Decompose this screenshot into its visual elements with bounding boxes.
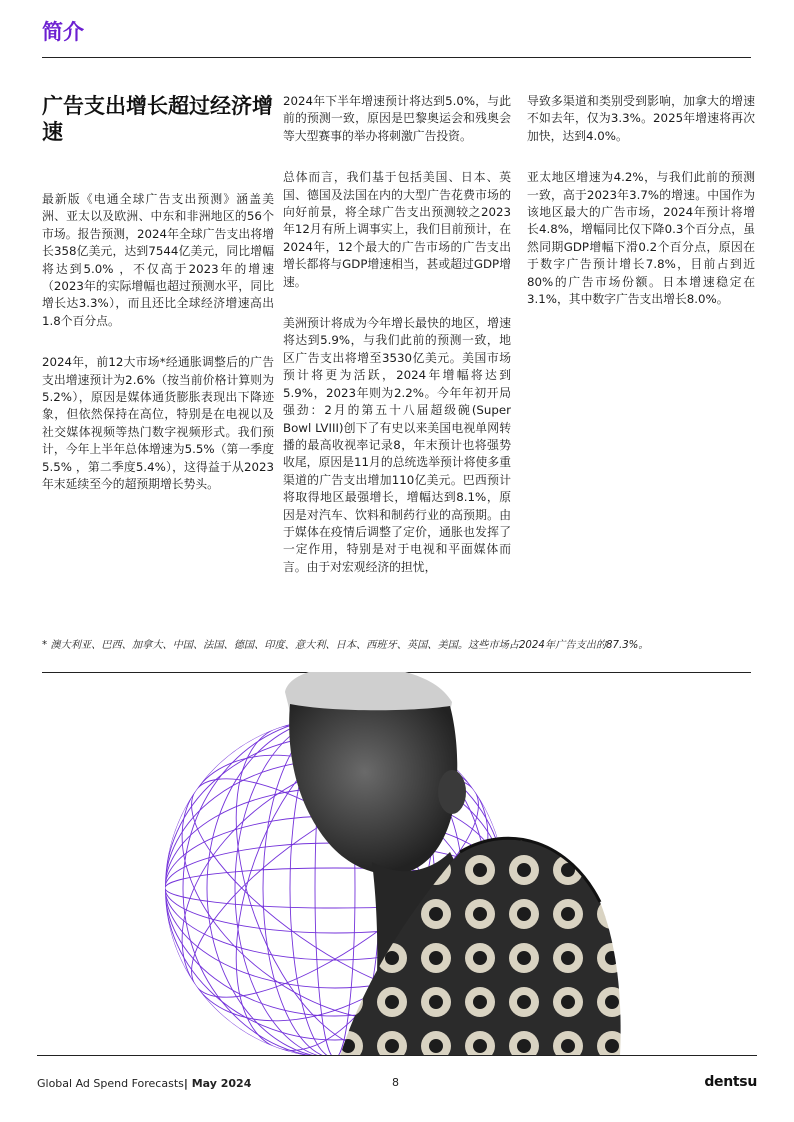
header-divider — [42, 57, 751, 58]
paragraph: 2024年，前12大市场*经通胀调整后的广告支出增速预计为2.6%（按当前价格计算则为5.2%），原因是媒体通货膨胀表现出下降迹象，但依然保持在高位，特别是在电视以及社交媒体视频等热门数字视频形式。我们预计，今年上半年总体增速为5.5%（第一季度5.5% ，第二季度5.4%），这得益于从2023年末延续至今的超预期增长势头。 — [42, 355, 274, 492]
footer-publication — [37, 1077, 251, 1090]
page-number: 8 — [392, 1076, 399, 1089]
paragraph: 美洲预计将成为今年增长最快的地区，增速将达到5.9%，与我们此前的预测一致，地区广告支出将增至3530亿美元。美国市场预计将更为活跃，2024年增幅将达到5.9%，2023年则为2.2%。今年年初开局强劲：2月的第五十八届超级碗(Super Bowl LVIII)创下了有史以来美国电视单网转播的最高收视率记录8，年末预计也将强势收尾，原因是11月的总统选举预计将使多重渠道的广告支出增加110亿美元。巴西预计将取得地区最强增长，增幅达到8.1%，原因是对汽车、饮料和制药行业的高预期。由于媒体在疫情后调整了定价，通胀也发挥了一定作用，特别是对于电视和平面媒体而言。由于对宏观经济的担忧， — [283, 316, 511, 574]
footnote: * 澳大利亚、巴西、加拿大、中国、法国、德国、印度、意大利、日本、西班牙、英国、美国。这些市场占2024年广告支出的87.3%。 — [42, 640, 649, 651]
paragraph: 2024年下半年增速预计将达到5.0%，与此前的预测一致，原因是巴黎奥运会和残奥会等大型赛事的举办将刺激广告投资。 — [283, 94, 511, 143]
paragraph: 导致多渠道和类别受到影响，加拿大的增速不如去年，仅为3.3%。2025年增速将再次加快，达到4.0%。 — [527, 94, 755, 143]
section-title: 简介 — [42, 20, 84, 44]
publication-date: | May 2024 — [183, 1077, 252, 1090]
person-photo — [285, 672, 621, 1056]
article-column-2 — [283, 93, 511, 576]
article-column-3 — [527, 93, 755, 308]
article-column-1 — [42, 93, 274, 494]
footer-divider — [37, 1055, 757, 1056]
paragraph: 最新版《电通全球广告支出预测》涵盖美洲、亚太以及欧洲、中东和非洲地区的56个市场。报告预测，2024年全球广告支出将增长358亿美元，达到7544亿美元，同比增幅将达到5.0% ，不仅高于2023年的增速（2023年的实际增幅也超过预测水平，同比增长达3.3%），而且还比全球经济增速高出1.8个百分点。 — [42, 192, 274, 328]
dentsu-logo: dentsu — [704, 1074, 757, 1090]
publication-name: Global Ad Spend Forecasts — [37, 1077, 184, 1090]
paragraph: 总体而言，我们基于包括美国、日本、英国、德国及法国在内的大型广告花费市场的向好前景，将全球广告支出预测较之2023年12月有所上调事实上，我们目前预计，在2024年，12个最大的广告市场的广告支出增长都将与GDP增速相当，甚或超过GDP增速。 — [283, 170, 511, 289]
paragraph: 亚太地区增速为4.2%，与我们此前的预测一致，高于2023年3.7%的增速。中国作为该地区最大的广告市场，2024年预计将增长4.8%，增幅同比仅下降0.3个百分点，虽然同期GDP增幅下滑0.2个百分点，原因在于数字广告预计增长7.8%，目前占到近80%的广告市场份额。日本增速稳定在3.1%，其中数字广告支出增长8.0%。 — [527, 170, 755, 307]
hero-illustration — [150, 672, 630, 1056]
article-heading: 广告支出增长超过经济增速 — [42, 94, 273, 144]
